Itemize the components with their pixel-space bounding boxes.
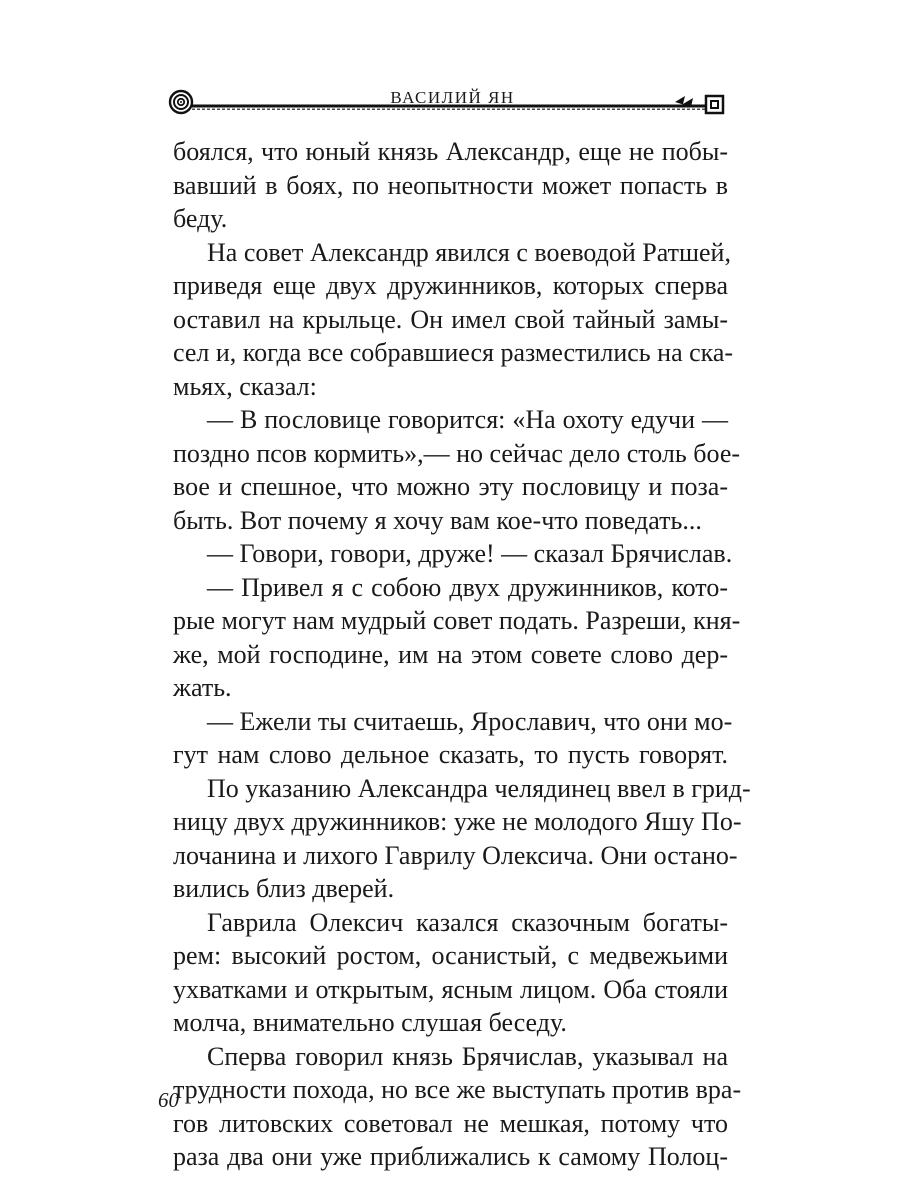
text-line: вое и спешное, что можно эту пословицу и поза-: [173, 472, 728, 501]
text-line: — В пословице говорится: «На охоту едучи —: [207, 405, 728, 434]
text-line: На совет Александр явился с воеводой Ратшей,: [207, 237, 731, 267]
text-line: боялся, что юный князь Александр, еще не побы-: [173, 137, 728, 166]
text-line: вавший в боях, по неопытности может попасть в: [173, 170, 728, 200]
text-line: гов литовских советовал не мешкая, потому что: [173, 1108, 728, 1138]
text-line: мьях, сказал:: [173, 371, 317, 401]
text-line: — Говори, говори, друже! — сказал Брячислав.: [207, 539, 733, 568]
text-line: трудности похода, но все же выступать против вра-: [173, 1075, 742, 1104]
text-line: рем: высокий ростом, осанистый, с медвежьими: [173, 941, 728, 970]
body-text: [173, 135, 751, 1174]
text-line: ухватками и открытым, ясным лицом. Оба стояли: [173, 974, 728, 1004]
text-line: поздно псов кормить»,— но сейчас дело столь бое-: [173, 438, 741, 468]
text-line: сел и, когда все собравшиеся разместились на ска-: [173, 338, 734, 367]
text-line: же, мой господине, им на этом совете слово дер-: [173, 639, 728, 669]
text-line: Сперва говорил князь Брячислав, указывал на: [207, 1041, 728, 1071]
text-line: вились близ дверей.: [173, 874, 395, 903]
text-line: ницу двух дружинников: уже не молодого Яшу По-: [173, 807, 742, 836]
text-line: рые могут нам мудрый совет подать. Разреши, кня-: [173, 606, 741, 635]
text-line: гут нам слово дельное сказать, то пусть говорят.: [173, 740, 728, 769]
running-header: [165, 80, 740, 120]
text-line: оставил на крыльце. Он имел свой тайный замы-: [173, 304, 728, 334]
text-line: лочанина и лихого Гаврилу Олексича. Они остано-: [173, 840, 738, 870]
text-line: По указанию Александра челядинец ввел в грид-: [207, 773, 751, 803]
text-line: беду.: [173, 204, 228, 233]
text-line: жать.: [173, 673, 232, 702]
text-line: — Ежели ты считаешь, Ярославич, что они мо-: [207, 706, 733, 736]
text-line: быть. Вот почему я хочу вам кое-что поведать...: [173, 505, 702, 535]
text-line: молча, внимательно слушая беседу.: [173, 1008, 567, 1037]
text-line: — Привел я с собою двух дружинников, кото-: [207, 572, 728, 602]
running-title: ВАСИЛИЙ ЯН: [390, 88, 515, 107]
page-number: 60: [158, 1088, 179, 1112]
text-line: Гаврила Олексич казался сказочным богаты-: [207, 907, 728, 937]
text-line: приведя еще двух дружинников, которых сперва: [173, 271, 728, 300]
text-line: раза два они уже приближались к самому Полоц-: [173, 1142, 728, 1171]
